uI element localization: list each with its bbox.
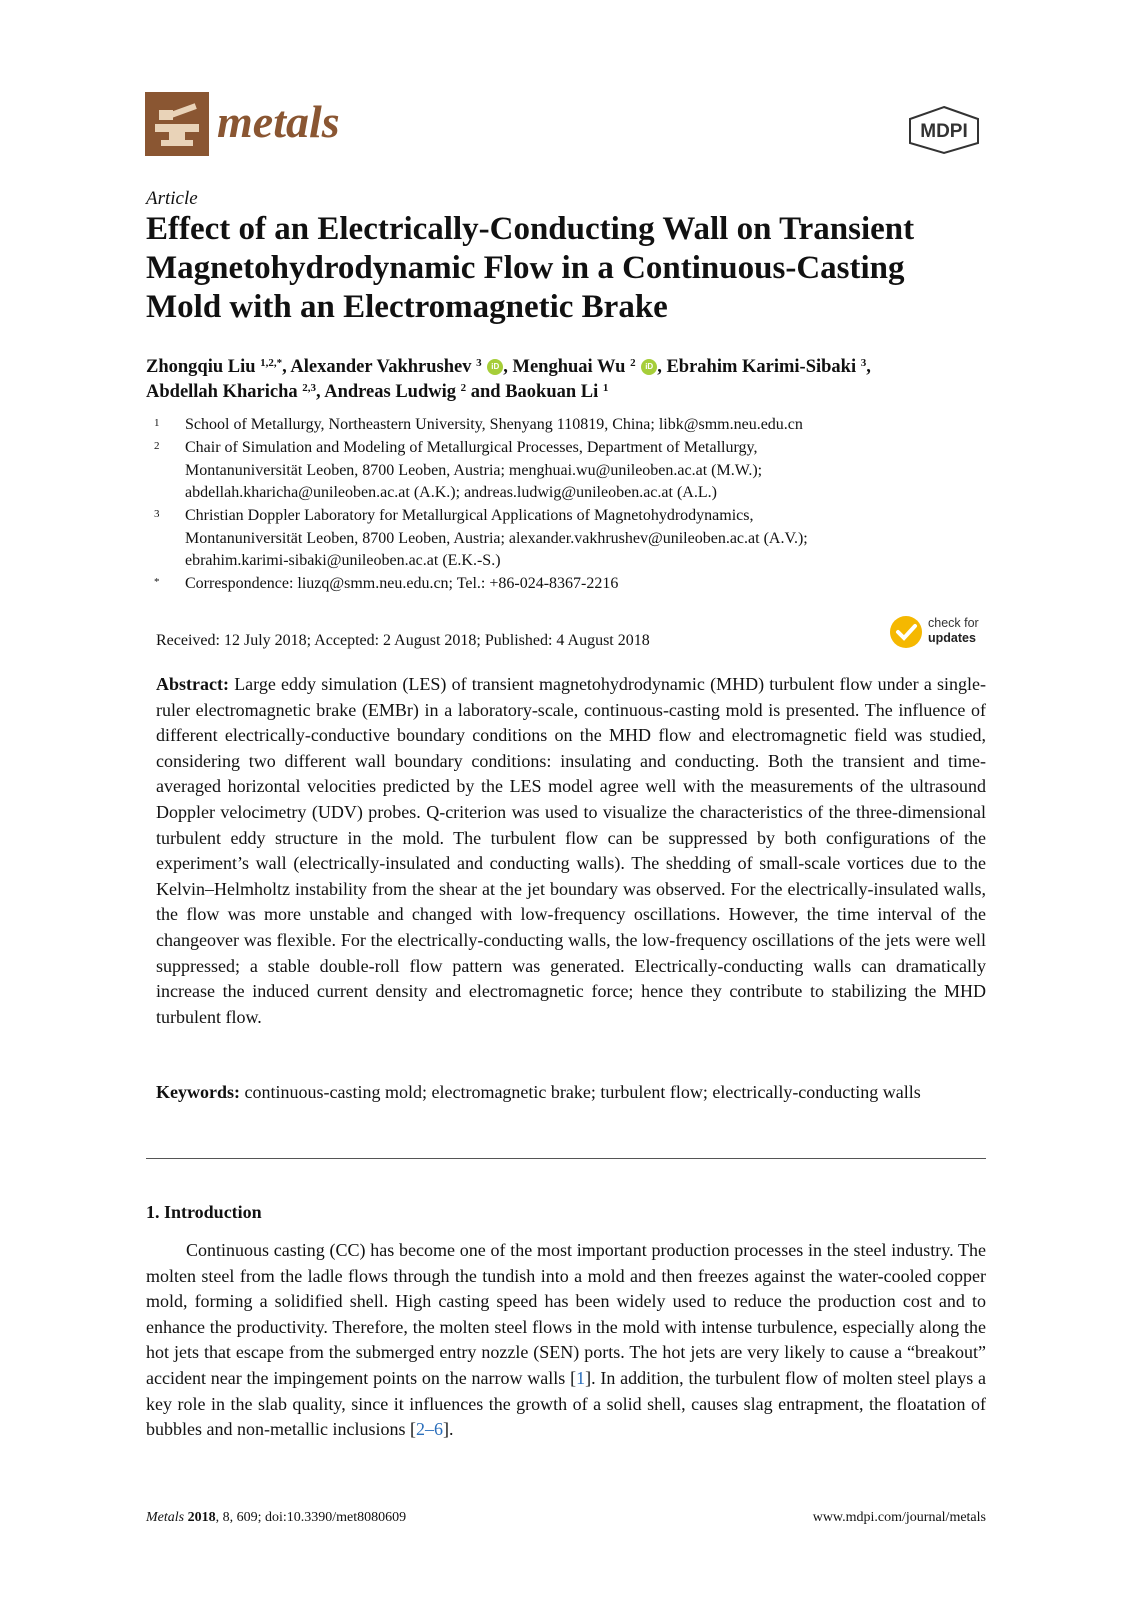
affiliation-text — [185, 573, 985, 596]
footer-doi: , 8, 609; doi:10.3390/met8080609 — [215, 1510, 407, 1525]
checkmark-icon — [890, 616, 922, 648]
author-affiliation-sup: 1 — [602, 382, 609, 394]
affiliation-line: Montanuniversität Leoben, 8700 Leoben, Austria; menghuai.wu@unileoben.ac.at (M.W.); — [185, 461, 763, 479]
author-separator: , — [503, 357, 513, 377]
affiliation-line: ebrahim.karimi-sibaki@unileoben.ac.at (E.K.-S.) — [185, 552, 501, 570]
affiliation-line: Montanuniversität Leoben, 8700 Leoben, Austria; alexander.vakhrushev@unileoben.ac.at (A.V.); — [185, 529, 808, 547]
author-affiliation-sup: 1,2,* — [260, 357, 283, 369]
affiliation-text — [185, 414, 985, 437]
journal-name: metals — [217, 96, 340, 147]
body-text-1: Continuous casting (CC) has become one of the most important production processes in the steel industry. The molten steel from the ladle flows through the tundish into a mold and then freezes against the water-cooled copper mold, forming a solidified shell. High casting speed has been widely used to reduce the production cost and to enhance the productivity. Therefore, the molten steel flows in the mold with intense turbulence, especially along the hot jets that escape from the submerged entry nozzle (SEN) ports. The hot jets are very likely to cause a “breakout” accident near the impingement points on the narrow walls [ — [146, 1240, 986, 1388]
article-type: Article — [146, 188, 198, 209]
footer-year: 2018 — [187, 1510, 216, 1525]
author-affiliation-sup: 2 — [460, 382, 467, 394]
affiliation-number: 2 — [154, 440, 160, 452]
keywords-label: Keywords: — [156, 1082, 240, 1102]
author-name: Alexander Vakhrushev — [290, 357, 477, 377]
citation-link[interactable]: 2–6 — [415, 1419, 443, 1440]
author-list — [146, 355, 986, 405]
author-separator: , — [866, 357, 871, 377]
author-name: Menghuai Wu — [512, 357, 631, 377]
body-text-3: ]. — [442, 1419, 454, 1440]
journal-logo — [145, 92, 209, 156]
author-name: Abdellah Kharicha — [146, 382, 303, 402]
paper-title: Effect of an Electrically-Conducting Wall on Transient Magnetohydrodynamic Flow in a Continuous-Casting Mold with an Electromagnetic Brake — [146, 211, 915, 325]
footer-url[interactable]: www.mdpi.com/journal/metals — [812, 1510, 986, 1525]
author-separator: , — [657, 357, 667, 377]
check-for-label: check for — [928, 616, 979, 630]
body-text-2: ]. In addition, the turbulent flow of molten steel plays a key role in the slab quality, since it influences the growth of a solid shell, causes slag entrapment, the floatation of bubbles and non-metallic inclusions [ — [146, 1367, 986, 1440]
keywords-text: continuous-casting mold; electromagnetic brake; turbulent flow; electrically-conducting walls — [244, 1082, 921, 1102]
divider — [146, 1158, 986, 1159]
footer-citation — [146, 1510, 406, 1526]
affiliation-text — [185, 437, 985, 505]
affiliation-line: Chair of Simulation and Modeling of Metallurgical Processes, Department of Metallurgy, — [185, 439, 758, 456]
abstract-label: Abstract: — [156, 674, 229, 694]
author-separator: , — [282, 357, 291, 377]
keywords — [156, 1080, 986, 1106]
author-affiliation-sup: 3 — [860, 357, 867, 369]
affiliation-text — [185, 505, 985, 573]
section-heading: 1. Introduction — [146, 1202, 262, 1222]
author-name: Baokuan Li — [505, 382, 603, 402]
affiliation-line: abdellah.kharicha@unileoben.ac.at (A.K.); andreas.ludwig@unileoben.ac.at (A.L.) — [185, 484, 717, 502]
author-separator: and — [466, 382, 506, 402]
orcid-icon[interactable]: iD — [641, 359, 657, 375]
section-body — [146, 1238, 986, 1443]
footer-journal: Metals — [146, 1510, 185, 1525]
affiliation-number: 1 — [154, 417, 160, 429]
author-separator: , — [316, 382, 325, 402]
author-affiliation-sup: 2,3 — [302, 382, 316, 394]
affiliation-line: Correspondence: liuzq@smm.neu.edu.cn; Tel.: +86-024-8367-2216 — [185, 575, 619, 592]
publisher-logo — [906, 105, 982, 160]
anvil-icon — [145, 92, 209, 156]
author-name: Zhongqiu Liu — [146, 357, 261, 377]
publication-dates: Received: 12 July 2018; Accepted: 2 August 2018; Published: 4 August 2018 — [156, 632, 650, 649]
orcid-icon[interactable]: iD — [487, 359, 503, 375]
svg-text:MDPI: MDPI — [920, 121, 968, 142]
author-affiliation-sup: 3 — [476, 357, 482, 369]
author-affiliation-sup: 2 — [630, 357, 636, 369]
affiliation-number: 3 — [154, 508, 160, 520]
affiliation-number: * — [154, 576, 160, 588]
check-for-updates-badge[interactable] — [890, 614, 990, 650]
affiliation-line: School of Metallurgy, Northeastern University, Shenyang 110819, China; libk@smm.neu.edu.cn — [185, 416, 803, 433]
abstract-text: Large eddy simulation (LES) of transient magnetohydrodynamic (MHD) turbulent flow under a single-ruler electromagnetic brake (EMBr) in a laboratory-scale, continuous-casting mold is presented. The influence of different electrically-conductive boundary conditions on the MHD flow and electromagnetic field was studied, considering two different wall boundary conditions: insulating and conducting. Both the transient and time-averaged horizontal velocities predicted by the LES model agree well with the measurements of the ultrasound Doppler velocimetry (UDV) probes. Q-criterion was used to visualize the characteristics of the three-dimensional turbulent eddy structure in the mold. The turbulent flow can be suppressed by both configurations of the experiment’s wall (electrically-insulated and conducting walls). The shedding of small-scale vortices due to the Kelvin–Helmholtz instability from the shear at the jet boundary was observed. For the electrically-insulated walls, the flow was more unstable and changed with low-frequency oscillations. However, the time interval of the changeover was flexible. For the electrically-conducting walls, the low-frequency oscillations of the jets were well suppressed; a stable double-roll flow pattern was generated. Electrically-conducting walls can dramatically increase the induced current density and electromagnetic force; hence they contribute to stabilizing the MHD turbulent flow. — [156, 674, 987, 1027]
abstract — [156, 672, 986, 1030]
updates-label: updates — [928, 631, 976, 645]
affiliation-line: Christian Doppler Laboratory for Metallurgical Applications of Magnetohydrodynamics, — [185, 507, 754, 524]
author-name: Ebrahim Karimi-Sibaki — [666, 357, 861, 377]
author-name: Andreas Ludwig — [324, 382, 461, 402]
citation-link[interactable]: 1 — [576, 1367, 586, 1388]
